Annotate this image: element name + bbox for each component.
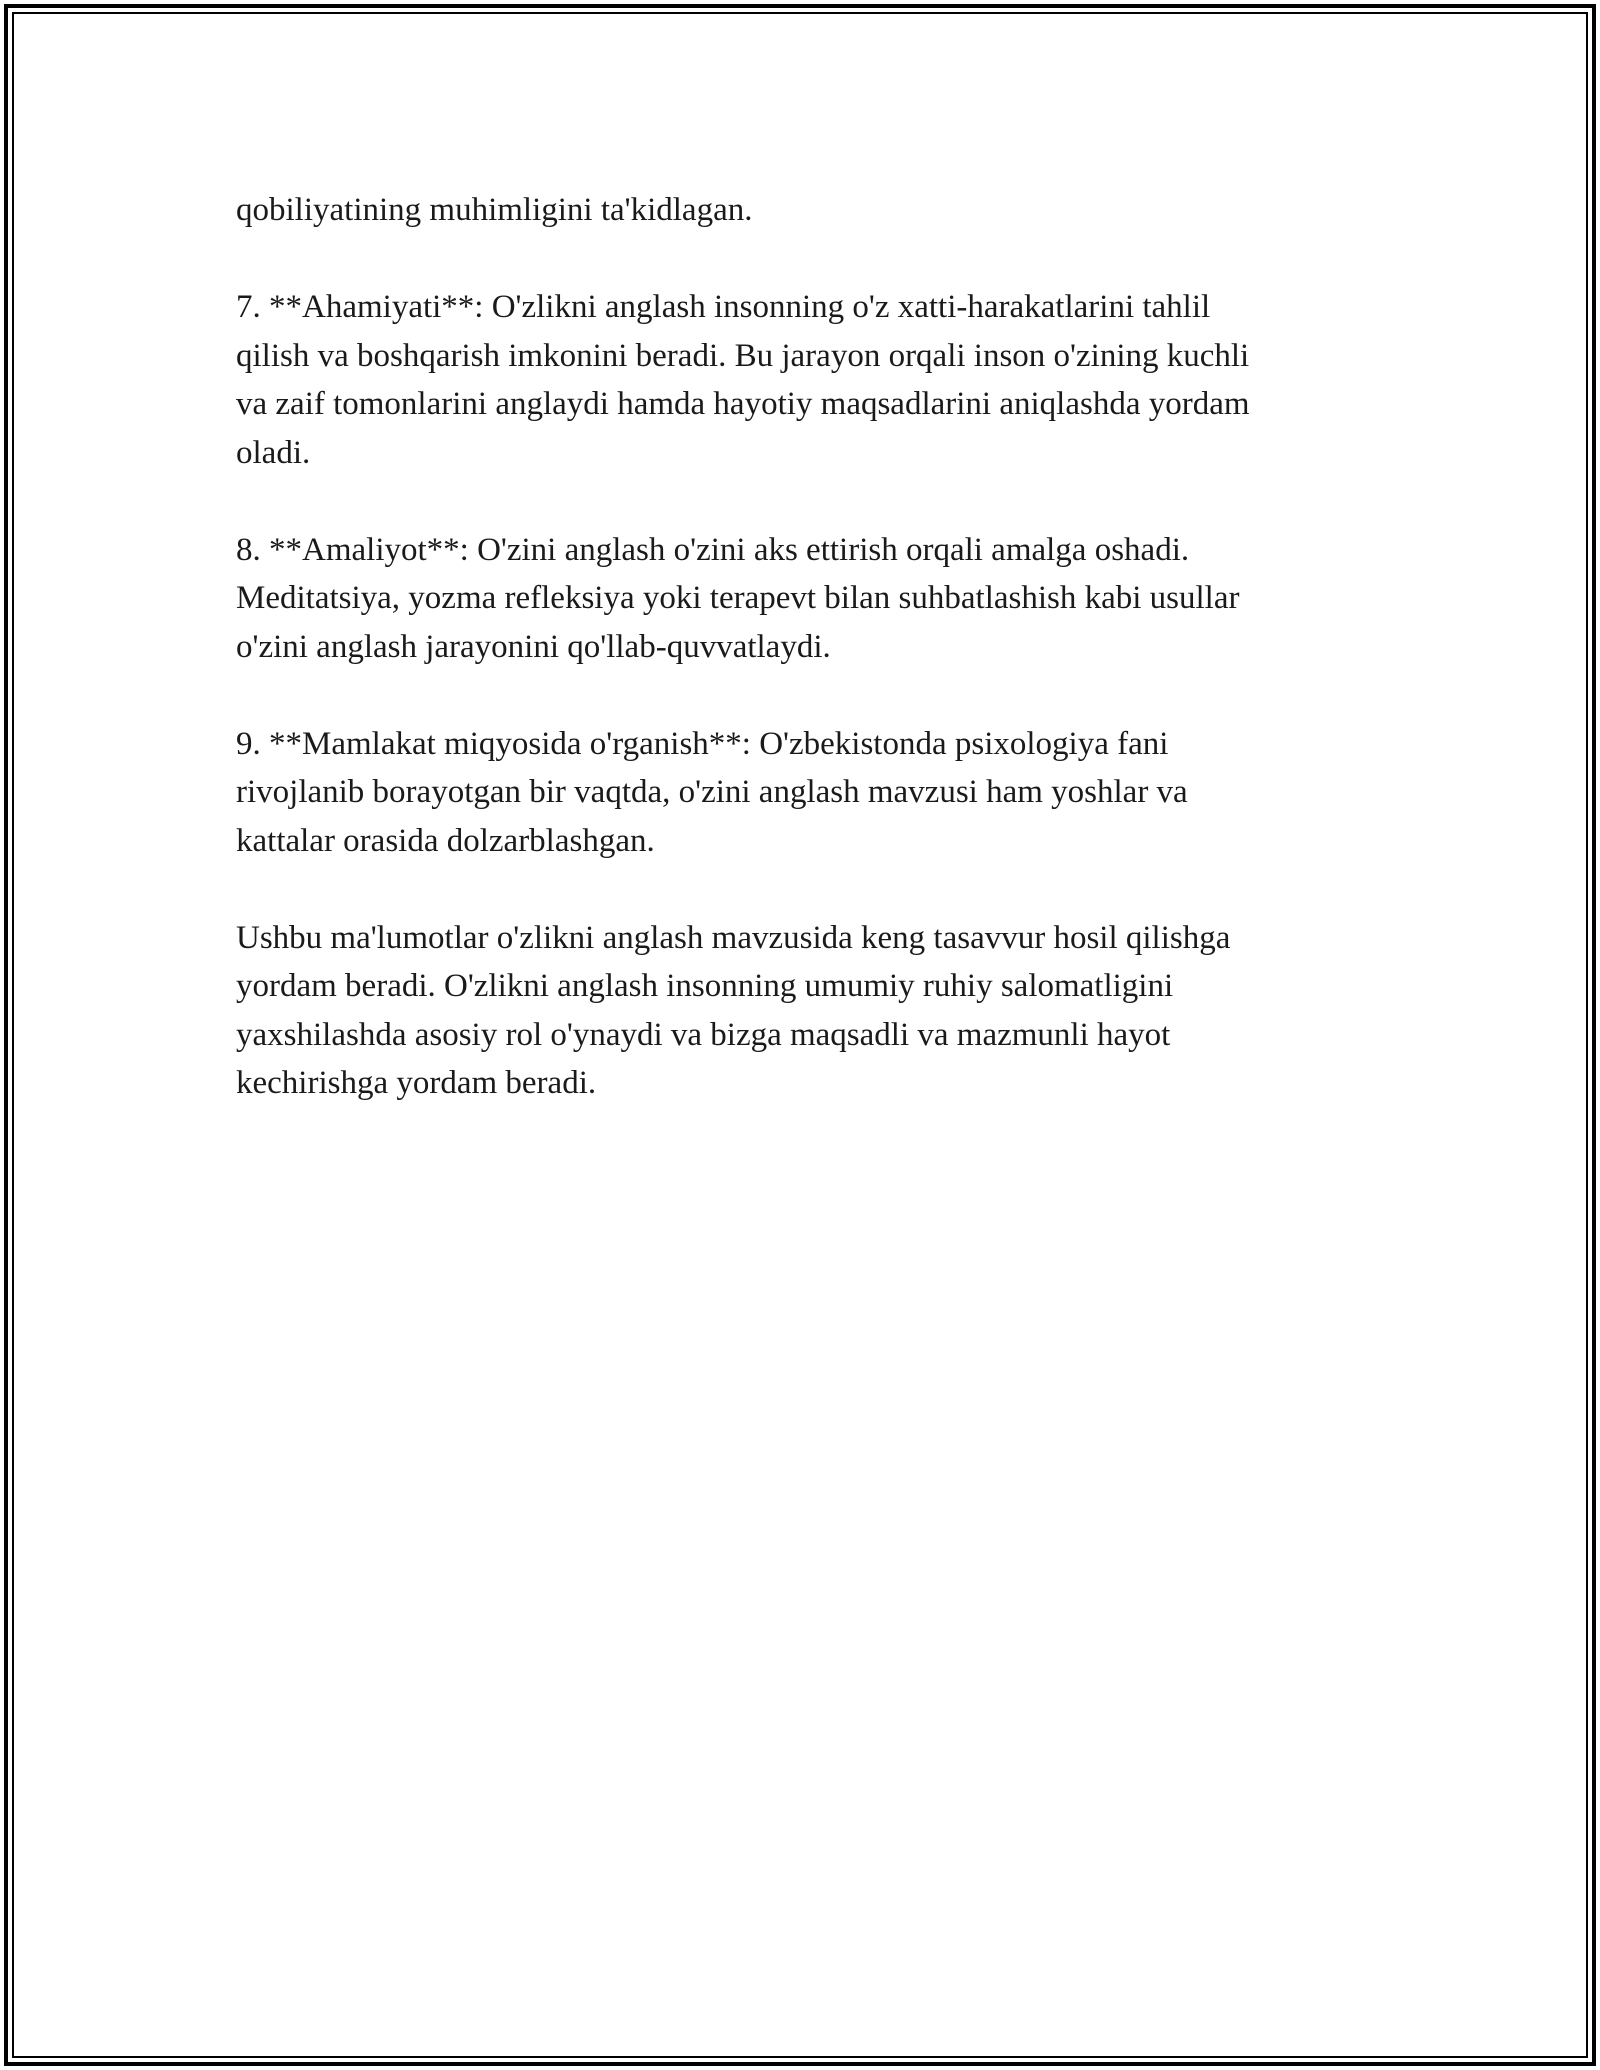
text-line: yordam beradi. O'zlikni anglash insonning umumiy ruhiy salomatligini [236, 968, 1174, 1004]
text-line: va zaif tomonlarini anglaydi hamda hayotiy maqsadlarini aniqlashda yordam [236, 386, 1250, 422]
text-line: o'zini anglash jarayonini qo'llab-quvvatlaydi. [236, 628, 831, 665]
paragraph-item-9 [236, 720, 1396, 866]
paragraph-item-7 [236, 283, 1396, 477]
text-line: Meditatsiya, yozma refleksiya yoki terapevt bilan suhbatlashish kabi usullar [236, 580, 1240, 616]
text-line: Ushbu ma'lumotlar o'zlikni anglash mavzusida keng tasavvur hosil qilishga [236, 919, 1231, 956]
paragraph-item-8 [236, 526, 1396, 672]
text-line: rivojlanib borayotgan bir vaqtda, o'zini anglash mavzusi ham yoshlar va [236, 774, 1188, 810]
text-line: qilish va boshqarish imkonini beradi. Bu jarayon orqali inson o'zining kuchli [236, 337, 1250, 374]
text-line: 7. **Ahamiyati**: O'zlikni anglash insonning o'z xatti-harakatlarini tahlil [236, 289, 1211, 325]
text-line: 8. **Amaliyot**: O'zini anglash o'zini aks ettirish orqali amalga oshadi. [236, 531, 1190, 568]
text-line: oladi. [236, 434, 311, 471]
paragraph-continuation [236, 186, 1396, 235]
text-line: kattalar orasida dolzarblashgan. [236, 822, 655, 859]
document-body [236, 186, 1396, 1156]
paragraph-conclusion [236, 914, 1396, 1108]
text-line: kechirishga yordam beradi. [236, 1065, 597, 1101]
text-line: 9. **Mamlakat miqyosida o'rganish**: O'zbekistonda psixologiya fani [236, 725, 1169, 762]
text-line: yaxshilashda asosiy rol o'ynaydi va bizga maqsadli va mazmunli hayot [236, 1016, 1171, 1053]
text-line: qobiliyatining muhimligini ta'kidlagan. [236, 192, 753, 228]
